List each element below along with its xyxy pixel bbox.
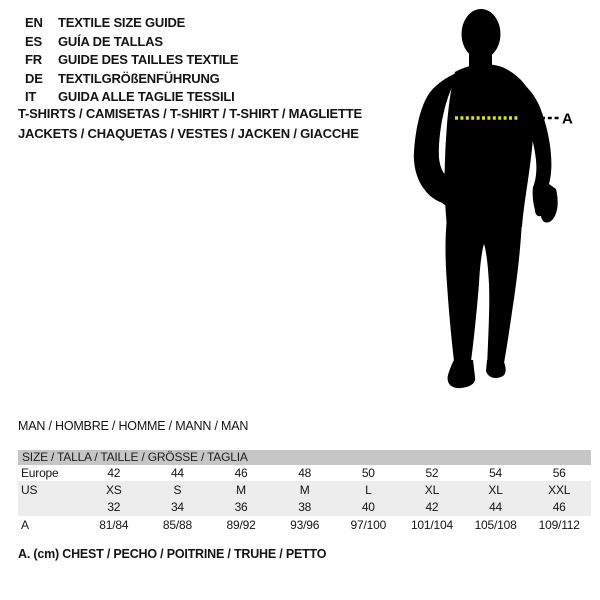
size-value: XXL — [548, 482, 571, 497]
language-label: TEXTILGRÖßENFÜHRUNG — [58, 70, 220, 86]
size-value: 89/92 — [226, 518, 256, 532]
language-label: GUIDE DES TAILLES TEXTILE — [58, 52, 239, 67]
language-list — [25, 14, 238, 107]
measure-label-a: A — [562, 110, 573, 128]
language-label: GUÍA DE TALLAS — [58, 33, 163, 49]
size-value: 44 — [170, 466, 184, 480]
row-label: US — [21, 482, 38, 497]
language-row-de — [25, 70, 238, 89]
category-line-tshirts: T-SHIRTS / CAMISETAS / T-SHIRT / T-SHIRT / MAGLIETTE — [18, 106, 362, 121]
language-code: ES — [25, 33, 42, 49]
size-value: XS — [106, 482, 122, 497]
row-label: A — [21, 518, 29, 532]
size-value: 93/96 — [290, 518, 320, 532]
size-value: 54 — [489, 466, 503, 480]
section-title-man: MAN / HOMBRE / HOMME / MANN / MAN — [18, 419, 249, 433]
language-label: GUIDA ALLE TAGLIE TESSILI — [58, 89, 235, 104]
language-code: IT — [25, 89, 37, 104]
man-silhouette-figure — [400, 0, 600, 400]
silhouette-front-foot — [448, 360, 476, 388]
language-label: TEXTILE SIZE GUIDE — [58, 15, 186, 30]
size-value: 97/100 — [350, 518, 387, 532]
man-silhouette — [414, 9, 558, 388]
language-code: FR — [25, 52, 42, 67]
size-value: 46 — [234, 466, 248, 480]
size-value: 105/108 — [474, 518, 517, 532]
size-table-header: SIZE / TALLA / TAILLE / GRÖSSE / TAGLIA — [18, 450, 591, 465]
table-row-chest-cm — [18, 516, 591, 534]
size-value: XL — [424, 482, 440, 497]
language-row-en — [25, 14, 238, 33]
silhouette-back-foot — [486, 360, 506, 378]
table-row-europe — [18, 465, 591, 481]
size-value: 42 — [425, 500, 439, 515]
size-table — [18, 450, 591, 534]
size-value: 81/84 — [99, 518, 129, 532]
size-value: 50 — [361, 466, 375, 480]
language-row-fr — [25, 51, 238, 70]
size-value: XL — [488, 482, 503, 497]
size-value: 56 — [552, 466, 566, 480]
language-code: DE — [25, 70, 43, 86]
size-value: M — [299, 482, 310, 497]
language-code: EN — [25, 15, 43, 30]
size-value: 85/88 — [162, 518, 192, 532]
size-value: 48 — [298, 466, 312, 480]
silhouette-legs — [446, 218, 523, 369]
language-row-es — [25, 33, 238, 52]
size-value: 46 — [552, 500, 566, 515]
size-value: S — [173, 482, 182, 497]
size-value: 34 — [170, 500, 184, 515]
size-value: 52 — [425, 466, 439, 480]
category-line-jackets: JACKETS / CHAQUETAS / VESTES / JACKEN / GIACCHE — [18, 126, 359, 141]
table-row-us-numbers — [18, 499, 591, 517]
chest-measure-footnote: A. (cm) CHEST / PECHO / POITRINE / TRUHE / PETTO — [18, 547, 327, 561]
size-value: 32 — [107, 500, 121, 515]
size-value: 36 — [234, 500, 248, 515]
garment-category-lines — [18, 104, 362, 144]
size-value: 109/112 — [538, 518, 580, 532]
size-value: 42 — [107, 466, 121, 480]
size-value: M — [236, 482, 246, 497]
size-value: 38 — [298, 500, 312, 515]
size-value: 101/104 — [410, 518, 453, 532]
row-label: Europe — [21, 466, 59, 480]
size-value: 40 — [361, 500, 375, 515]
table-row-us-letters — [18, 481, 591, 499]
size-value: L — [365, 482, 372, 497]
silhouette-left-hand — [437, 172, 461, 206]
size-value: 44 — [489, 500, 503, 515]
